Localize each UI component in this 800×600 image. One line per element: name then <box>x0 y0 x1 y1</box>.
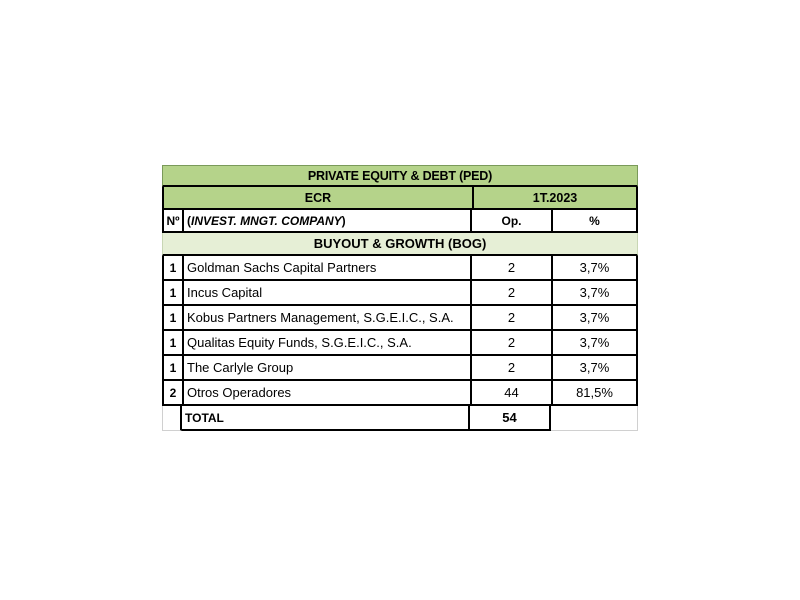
table-row <box>162 306 638 331</box>
num-header: Nº <box>164 210 184 231</box>
row-company: Incus Capital <box>184 281 472 304</box>
row-pct: 3,7% <box>553 256 638 279</box>
table-title: PRIVATE EQUITY & DEBT (PED) <box>162 165 638 187</box>
row-num: 2 <box>164 381 184 404</box>
table-row <box>162 281 638 306</box>
table-row <box>162 256 638 281</box>
row-op: 2 <box>472 356 553 379</box>
total-pct-cell <box>551 406 638 431</box>
total-label: TOTAL <box>182 406 470 431</box>
company-header-text: INVEST. MNGT. COMPANY <box>191 213 342 228</box>
row-pct: 3,7% <box>553 331 638 354</box>
row-op: 2 <box>472 281 553 304</box>
column-header-row <box>162 210 638 233</box>
row-num: 1 <box>164 356 184 379</box>
row-company: Kobus Partners Management, S.G.E.I.C., S.A. <box>184 306 472 329</box>
row-op: 2 <box>472 331 553 354</box>
row-op: 2 <box>472 256 553 279</box>
table-row <box>162 331 638 356</box>
company-header-close: ) <box>341 213 346 228</box>
row-num: 1 <box>164 256 184 279</box>
row-pct: 3,7% <box>553 306 638 329</box>
table-row <box>162 381 638 406</box>
op-header: Op. <box>472 210 553 231</box>
ped-table <box>162 165 638 431</box>
row-num: 1 <box>164 306 184 329</box>
row-pct: 81,5% <box>553 381 638 404</box>
row-company: Goldman Sachs Capital Partners <box>184 256 472 279</box>
row-num: 1 <box>164 331 184 354</box>
row-op: 44 <box>472 381 553 404</box>
row-company: Otros Operadores <box>184 381 472 404</box>
ecr-label: ECR <box>164 187 474 208</box>
table-row <box>162 356 638 381</box>
ecr-header-row <box>162 187 638 210</box>
total-num-cell <box>162 406 182 431</box>
company-header <box>184 210 472 231</box>
row-company: The Carlyle Group <box>184 356 472 379</box>
row-pct: 3,7% <box>553 281 638 304</box>
row-num: 1 <box>164 281 184 304</box>
company-header-open: ( <box>187 213 191 228</box>
total-row <box>162 406 638 431</box>
total-op: 54 <box>470 406 551 431</box>
row-company: Qualitas Equity Funds, S.G.E.I.C., S.A. <box>184 331 472 354</box>
row-op: 2 <box>472 306 553 329</box>
period-label: 1T.2023 <box>474 187 638 208</box>
row-pct: 3,7% <box>553 356 638 379</box>
pct-header: % <box>553 210 638 231</box>
section-title: BUYOUT & GROWTH (BOG) <box>162 233 638 256</box>
